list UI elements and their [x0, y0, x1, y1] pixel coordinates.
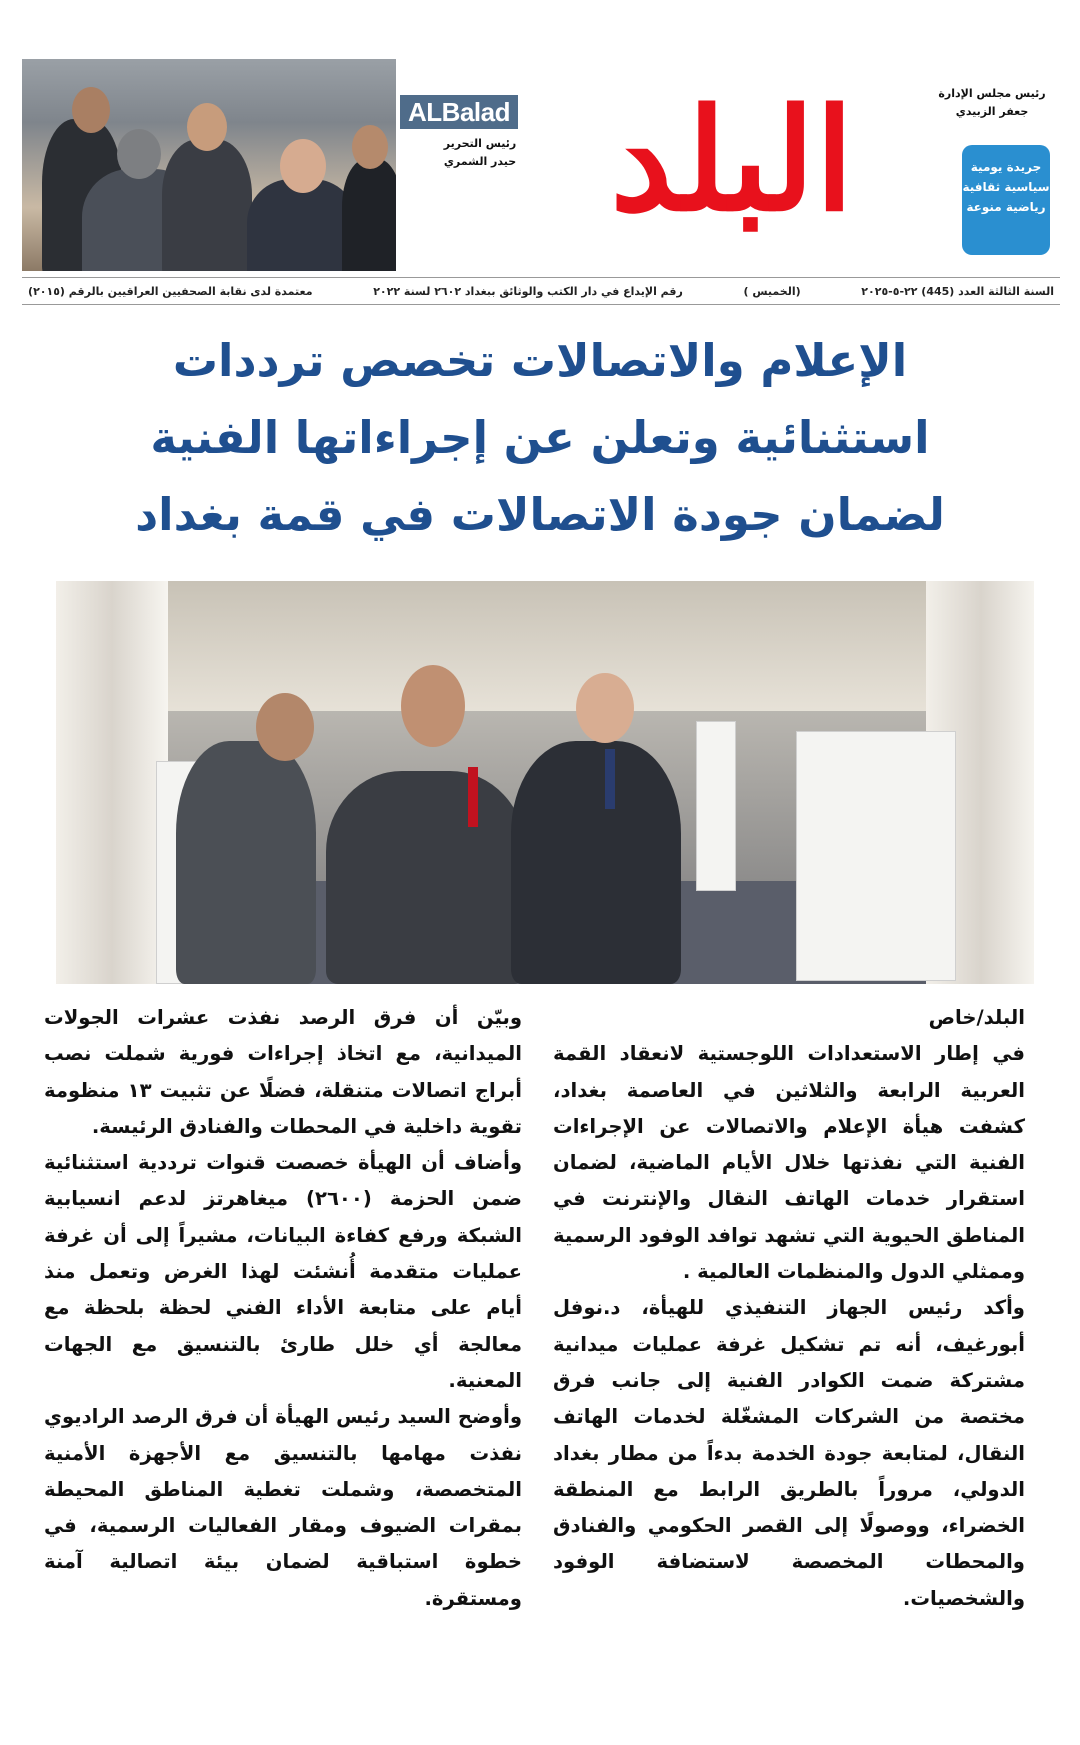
- editor-name: حيدر الشمري: [443, 155, 517, 168]
- logo-arabic: البلد: [610, 79, 854, 243]
- article-paragraph: وأكد رئيس الجهاز التنفيذي للهيأة، د.نوفل أبورغيف، أنه تم تشكيل غرفة عمليات ميدانية مشتركة ضمت الكوادر الفنية إلى جانب فرق مختصة من الشركات المشغّلة لخدمات الهاتف النقال، لمتابعة جودة الخدمة بدءاً من مطار بغداد الدولي، مروراً بالطريق الرابط مع المنطقة الخضراء، ووصولًا إلى القصر الحكومي والفنادق والمحطات المخصصة لاستضافة الوفود والشخصيات.: [553, 1296, 1025, 1610]
- article-paragraph: في إطار الاستعدادات اللوجستية لانعقاد القمة العربية الرابعة والثلاثين في العاصمة بغداد، كشفت هيأة الإعلام والاتصالات عن الإجراءات الفنية التي نفذتها خلال الأيام الماضية، لضمان استقرار خدمات الهاتف النقال والإنترنت في المناطق الحيوية التي تشهد توافد الوفود الرسمية وممثلي الدول والمنظمات العالمية .: [553, 1042, 1025, 1284]
- accreditation: معتمدة لدى نقابة الصحفيين العراقيين بالرقم (٢٠١٥): [28, 284, 313, 298]
- board-info: [922, 85, 1062, 121]
- tagline-line: جريدة يومية: [970, 160, 1042, 174]
- headline-line: استثنائية وتعلن عن إجراءاتها الفنية: [150, 411, 930, 464]
- headline-line: لضمان جودة الاتصالات في قمة بغداد: [135, 488, 945, 541]
- masthead: [22, 55, 1060, 275]
- board-name: جعفر الزبيدي: [955, 105, 1029, 118]
- issue-info-bar: [22, 277, 1060, 305]
- tagline-badge: [962, 145, 1050, 255]
- board-title: رئيس مجلس الإدارة: [938, 87, 1046, 100]
- logo-english: ALBalad: [400, 95, 518, 129]
- article-column-right: [553, 1000, 1025, 1617]
- tagline-line: رياضية منوعة: [966, 200, 1046, 214]
- editor-title: رئيس التحرير: [443, 137, 517, 150]
- deposit-number: رقم الإيداع في دار الكتب والوثائق ببغداد ٢٦٠٢ لسنة ٢٠٢٢: [373, 284, 683, 298]
- article-headline: [40, 322, 1040, 553]
- editor-info: [440, 135, 520, 171]
- tagline-line: سياسية ثقافية: [962, 180, 1050, 194]
- article-column-left: [44, 1000, 522, 1617]
- headline-line: الإعلام والاتصالات تخصص ترددات: [172, 334, 908, 387]
- newspaper-logo: [527, 71, 937, 267]
- masthead-photo: [22, 59, 396, 271]
- issue-day: (الخميس ): [743, 284, 801, 298]
- article-byline: البلد/خاص: [928, 1006, 1025, 1029]
- article-paragraph: وأوضح السيد رئيس الهيأة أن فرق الرصد الراديوي نفذت مهامها بالتنسيق مع الأجهزة الأمنية المتخصصة، وشملت تغطية المناطق المحيطة بمقرات الضيوف ومقار الفعاليات الرسمية، في خطوة استباقية لضمان بيئة اتصالية آمنة ومستقرة.: [44, 1405, 522, 1610]
- article-paragraph: وبيّن أن فرق الرصد نفذت عشرات الجولات الميدانية، مع اتخاذ إجراءات فورية شملت نصب أبراج اتصالات متنقلة، فضلًا عن تثبيت ١٣ منظومة تقوية داخلية في المحطات والفنادق الرئيسة.: [44, 1006, 522, 1138]
- article-paragraph: وأضاف أن الهيأة خصصت قنوات ترددية استثنائية ضمن الحزمة (٢٦٠٠) ميغاهرتز لدعم انسيابية الشبكة ورفع كفاءة البيانات، مشيراً إلى أن غرفة عمليات متقدمة أُنشئت لهذا الغرض وتعمل منذ أيام على متابعة الأداء الفني لحظة بلحظة مع معالجة أي خلل طارئ بالتنسيق مع الجهات المعنية.: [44, 1151, 522, 1392]
- issue-number: السنة الثالثة العدد (445) ٢٢-٥-٢٠٢٥: [861, 284, 1054, 298]
- article-photo: [56, 581, 1034, 984]
